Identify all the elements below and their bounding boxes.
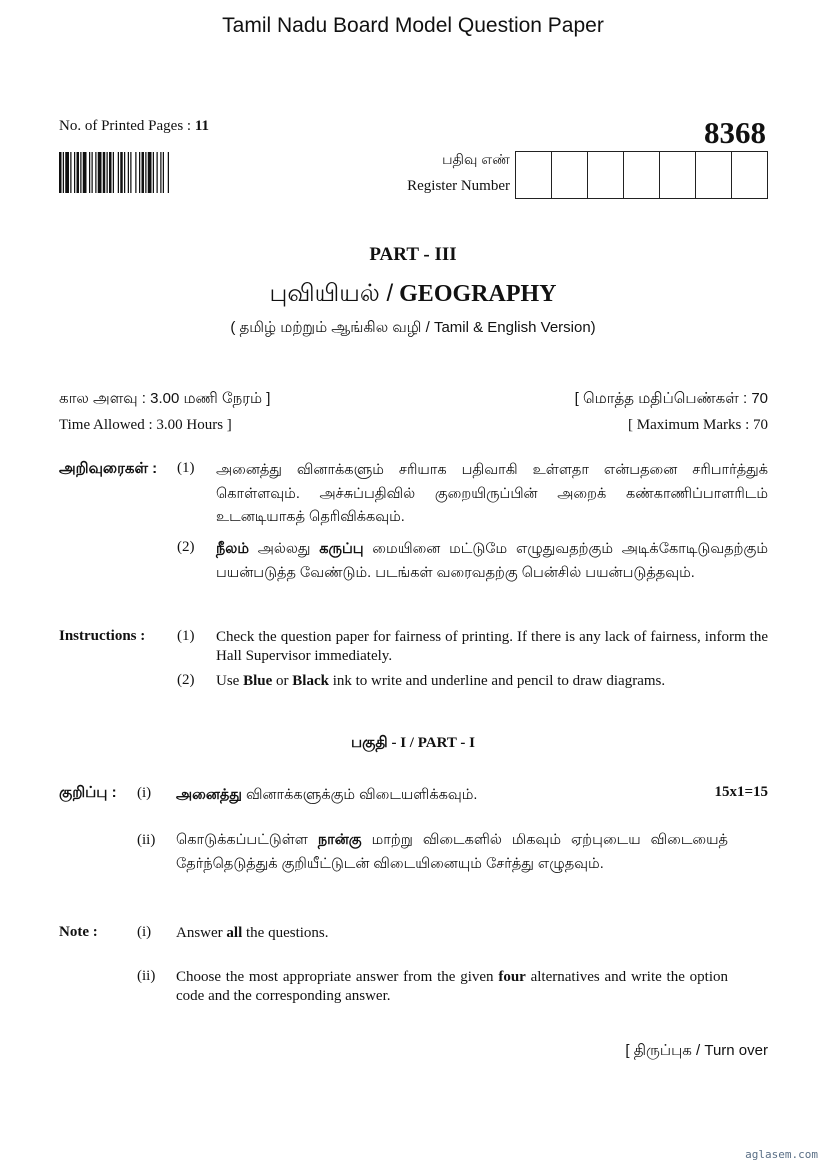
register-digit-box (587, 151, 624, 199)
barcode-bar (153, 152, 154, 193)
register-digit-box (515, 151, 552, 199)
barcode-bar (128, 152, 129, 193)
time-allowed-en: Time Allowed : 3.00 Hours ] (59, 417, 232, 433)
note-fragment: Answer (176, 925, 227, 941)
barcode-bar (109, 152, 112, 193)
barcode-bar (113, 152, 114, 193)
part-title: PART - III (369, 244, 457, 265)
barcode-bar (148, 152, 152, 193)
barcode-bar (89, 152, 90, 193)
register-digit-box (623, 151, 660, 199)
instructions-label-ta: அறிவுரைகள் : (59, 460, 158, 477)
document-title: Tamil Nadu Board Model Question Paper (222, 14, 604, 37)
barcode-bar (124, 152, 125, 193)
note-fragment: வினாக்களுக்கும் விடையளிக்கவும். (241, 787, 478, 803)
printed-pages-value: 11 (194, 118, 210, 134)
emphasis-four: four (498, 969, 526, 985)
barcode-bar (103, 152, 106, 193)
instruction-text-ta-2 (216, 538, 768, 585)
note-number: (i) (137, 785, 152, 801)
section-heading: பகுதி - I / PART - I (351, 735, 475, 751)
emphasis-all: all (226, 925, 243, 941)
note-number: (ii) (137, 832, 156, 848)
register-digit-box (659, 151, 696, 199)
turn-over-label: [ திருப்புக / Turn over (625, 1042, 768, 1059)
instruction-fragment: அல்லது (249, 541, 320, 557)
register-digit-box (551, 151, 588, 199)
register-number-label-ta: பதிவு எண் (442, 151, 510, 167)
instruction-fragment: ink to write and underline and pencil to draw diagrams. (328, 673, 666, 689)
medium-version: ( தமிழ் மற்றும் ஆங்கில வழி / Tamil & English Version) (230, 319, 596, 336)
instruction-text-en-2 (216, 672, 768, 691)
instructions-label-en: Instructions : (59, 628, 146, 644)
time-allowed-ta: கால அளவு : 3.00 மணி நேரம் ] (59, 390, 271, 407)
note-fragment: கொடுக்கப்பட்டுள்ள (176, 832, 318, 848)
printed-pages-info (59, 118, 209, 135)
subject-title (0, 280, 826, 310)
barcode-bar (163, 152, 164, 193)
register-number-boxes (515, 151, 768, 199)
barcode-bar (118, 152, 119, 193)
barcode-bar (92, 152, 93, 193)
note-text-ta-2 (176, 829, 728, 876)
barcode-bar (80, 152, 81, 193)
note-label-en: Note : (59, 924, 98, 940)
instruction-text-en-1: Check the question paper for fairness of printing. If there is any lack of fairness, inform the Hall Supervisor immediately. (216, 629, 768, 664)
instruction-number: (1) (177, 628, 195, 644)
register-digit-box (695, 151, 732, 199)
barcode-bar (95, 152, 96, 193)
barcode-bar (65, 152, 69, 193)
barcode-bar (120, 152, 123, 193)
register-number-label-en: Register Number (407, 178, 510, 194)
barcode-bar (83, 152, 87, 193)
barcode-bar (63, 152, 64, 193)
note-text-ta-1 (176, 784, 596, 808)
instruction-fragment: or (272, 673, 293, 689)
barcode-bar (157, 152, 158, 193)
emphasis-blue: Blue (243, 673, 273, 689)
note-fragment: Choose the most appropriate answer from the given (176, 969, 499, 985)
maximum-marks-ta: [ மொத்த மதிப்பெண்கள் : 70 (574, 390, 768, 407)
barcode-bar (107, 152, 108, 193)
marks-scheme: 15x1=15 (714, 784, 768, 800)
register-digit-box (731, 151, 768, 199)
barcode-bar (98, 152, 102, 193)
note-fragment: the questions. (242, 925, 329, 941)
barcode-bar (130, 152, 131, 193)
barcode-bar (139, 152, 140, 193)
instruction-fragment: Use (216, 673, 244, 689)
barcode-bar (135, 152, 136, 193)
barcode-bar (160, 152, 161, 193)
instruction-text-ta-1: அனைத்து வினாக்களும் சரியாக பதிவாகி உள்ளதா என்பதனை சரிபார்த்துக் கொள்ளவும். அச்சுப்பதிவில் குறையிருப்பின் அறைக் கண்காணிப்பாளரிடம் உடனடியாகத் தெரிவிக்கவும். (216, 462, 768, 525)
subject-name-ta: புவியியல் / (269, 280, 394, 307)
emphasis-black: கருப்பு (319, 541, 364, 557)
watermark: aglasem.com (745, 1148, 818, 1161)
emphasis-all: அனைத்து (176, 787, 242, 803)
emphasis-four: நான்கு (317, 832, 362, 848)
emphasis-black: Black (292, 673, 329, 689)
note-text-en-1 (176, 924, 728, 943)
paper-code: 8368 (704, 115, 766, 150)
barcode-bar (77, 152, 80, 193)
note-fragment: மாற்று விடைகளில் மிகவும் ஏற்புடைய விடையைத் தேர்ந்தெடுத்துக் குறியீட்டுடன் விடையினையும் சேர்த்து எழுதவும். (176, 832, 728, 872)
barcode-image (59, 152, 215, 193)
instruction-fragment: மையினை மட்டுமே எழுதுவதற்கும் அடிக்கோடிடுவதற்கும் பயன்படுத்த வேண்டும். படங்கள் வரைவதற்கு பென்சில் பயன்படுத்தவும். (216, 541, 768, 581)
barcode-bar (74, 152, 75, 193)
note-label-ta: குறிப்பு : (59, 784, 117, 801)
barcode-bar (70, 152, 71, 193)
instruction-number: (2) (177, 539, 195, 555)
barcode-bar (168, 152, 169, 193)
instruction-number: (2) (177, 672, 195, 688)
emphasis-blue: நீலம் (216, 541, 249, 557)
instruction-number: (1) (177, 460, 195, 476)
barcode-bar (59, 152, 62, 193)
note-number: (ii) (137, 968, 156, 984)
barcode-bar (142, 152, 145, 193)
note-number: (i) (137, 924, 152, 940)
note-text-en-2 (176, 968, 728, 1006)
subject-name-en: GEOGRAPHY (399, 281, 557, 307)
note-fragment: alternatives and write the option code and the corresponding answer. (176, 969, 728, 1004)
maximum-marks-en: [ Maximum Marks : 70 (628, 417, 768, 433)
printed-pages-label: No. of Printed Pages : (59, 118, 192, 134)
barcode-bar (145, 152, 146, 193)
